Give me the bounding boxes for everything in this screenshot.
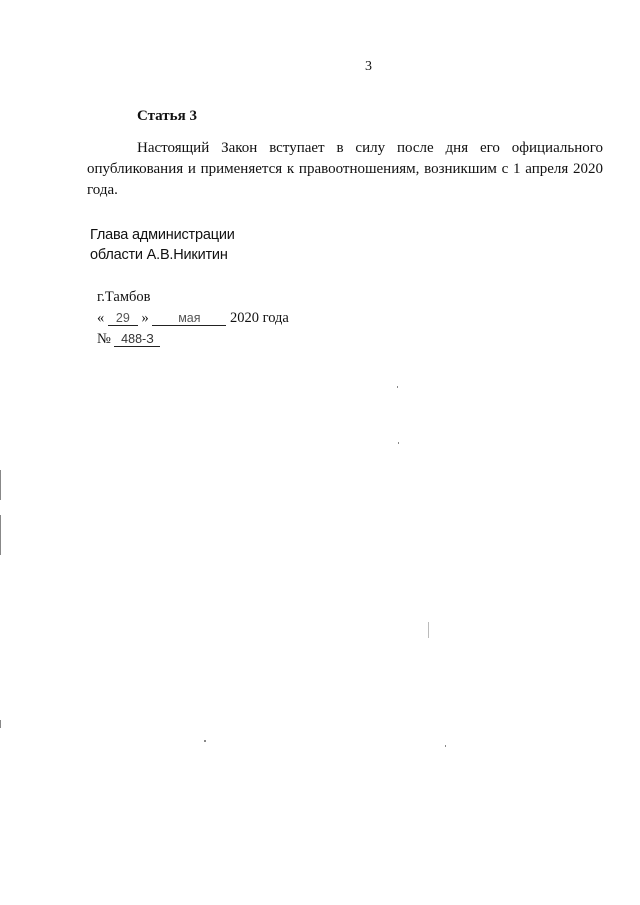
law-number: 488-З [114,332,160,347]
scan-dot [204,740,206,742]
date-day: 29 [108,311,138,326]
scan-dot [398,442,399,444]
number-sign: № [97,331,111,347]
scan-edge-mark [0,720,1,728]
date-month: мая [152,311,226,326]
city-line: г.Тамбов [97,289,151,305]
article-body: Настоящий Закон вступает в силу после дня его официального опубликования и применяется к правоотношениям, возникшим с 1 апреля 2020 года. [87,140,603,198]
date-line [97,308,289,329]
signature-name: области А.В.Никитин [90,247,228,263]
scan-edge-mark [0,470,1,500]
scan-edge-mark [0,515,1,555]
signature-block [90,225,235,265]
open-quote: « [97,310,105,326]
signature-title: Глава администрации [90,227,235,243]
law-number-line [97,329,289,350]
place-date-block [97,287,289,350]
scan-dot [428,622,429,638]
date-year: 2020 года [230,310,289,326]
close-quote: » [141,310,149,326]
scan-dot [445,745,446,747]
scan-dot [397,386,398,388]
page-number: 3 [365,59,372,74]
article-title: Статья 3 [137,108,197,124]
